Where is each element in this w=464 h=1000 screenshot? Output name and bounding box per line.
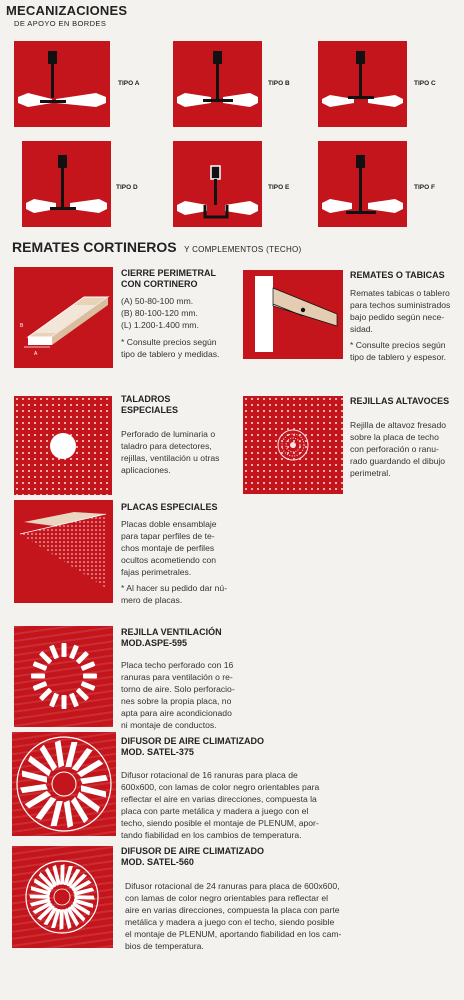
difusor-satel-375-text [121, 769, 457, 841]
satel375-line-6: tando fiabilidad en los cambios de temperatura. [121, 830, 302, 840]
section-title: REMATES CORTINEROS [12, 239, 177, 255]
difusor-satel-375-title [121, 736, 264, 758]
remates-line-3: bajo pedido según nece- [350, 312, 445, 322]
tipo-a-image [14, 41, 110, 127]
taladros-line-3: rejillas, ventilación u otras [121, 453, 220, 463]
remates-note-2: tipo de tablero y espesor. [350, 352, 447, 362]
cierre-note-1: * Consulte precios según [121, 337, 217, 347]
satel375-line-5: techo, siendo posible el montaje de PLENUM, apor- [121, 818, 319, 828]
taladros-title-line-1: TALADROS [121, 394, 171, 404]
rejilla-ventilacion-text [121, 659, 243, 731]
tipo-c-label: TIPO C [414, 80, 436, 87]
rejilla-ventilacion-title [121, 627, 222, 649]
difusor-satel-560-title [121, 846, 264, 868]
taladros-line-2: taladro para detectores, [121, 441, 212, 451]
aspe-line-6: ni montaje de conductos. [121, 720, 217, 730]
aspe-title-line-1: REJILLA VENTILACIÓN [121, 627, 222, 637]
altavoces-line-4: rado guardando el dibujo [350, 456, 446, 466]
placas-especiales-text [121, 518, 243, 606]
svg-text:A: A [34, 351, 38, 357]
placas-line-3: chos montaje de perfiles [121, 543, 215, 553]
taladros-title-line-2: ESPECIALES [121, 405, 179, 415]
tipo-c-image [318, 41, 407, 127]
satel375-line-2: 600x600, con lamas de color negro orientables para [121, 782, 320, 792]
remates-tabicas-text [350, 287, 462, 363]
section-subtitle: Y COMPLEMENTOS (TECHO) [184, 245, 302, 254]
aspe-line-5: apta para aire acondicionado [121, 708, 232, 718]
taladros-text [121, 428, 239, 476]
difusor-satel-375-image [12, 732, 116, 836]
satel375-title-line-2: MOD. SATEL-375 [121, 747, 194, 757]
satel560-line-6: bios de temperatura. [125, 941, 204, 951]
tipo-e-label: TIPO E [268, 184, 290, 191]
altavoces-line-1: Rejilla de altavoz fresado [350, 420, 447, 430]
cierre-title-line-1: CIERRE PERIMETRAL [121, 268, 217, 278]
remates-line-2: para techos suministrados [350, 300, 451, 310]
svg-text:B: B [20, 323, 24, 329]
tipo-d-image [22, 141, 111, 227]
difusor-satel-560-text [125, 880, 461, 952]
cierre-perimetral-image [14, 267, 113, 368]
remates-line-4: sidad. [350, 324, 373, 334]
tipo-b-image [173, 41, 262, 127]
satel375-title-line-1: DIFUSOR DE AIRE CLIMATIZADO [121, 736, 264, 746]
tipo-f-label: TIPO F [414, 184, 435, 191]
satel560-line-1: Difusor rotacional de 24 ranuras para placa de 600x600, [125, 881, 340, 891]
aspe-line-2: ranuras para ventilación o re- [121, 672, 233, 682]
page-title: MECANIZACIONES [6, 3, 128, 18]
rejillas-altavoces-text [350, 419, 460, 479]
tipo-a-label: TIPO A [118, 80, 140, 87]
cierre-line-2: (B) 80-100-120 mm. [121, 308, 198, 318]
placas-line-2: para tapar perfiles de te- [121, 531, 215, 541]
cierre-perimetral-text [121, 295, 239, 360]
satel560-line-2: con lamas de color negro orientables para reflectar el [125, 893, 329, 903]
altavoces-line-5: perimetral. [350, 468, 391, 478]
cierre-line-3: (L) 1.200-1.400 mm. [121, 320, 199, 330]
altavoces-line-2: sobre la placa de techo [350, 432, 439, 442]
satel375-line-1: Difusor rotacional de 16 ranuras para placa de [121, 770, 298, 780]
tipo-f-image [318, 141, 407, 227]
cierre-title-line-2: CON CORTINERO [121, 279, 198, 289]
placas-line-4: ocultos acometiendo con [121, 555, 217, 565]
satel375-line-4: placa con parte metálica y madera a juego con el [121, 806, 309, 816]
tipo-d-label: TIPO D [116, 184, 138, 191]
satel375-line-3: reflectar el aire en varias direcciones, compuesta la [121, 794, 317, 804]
placas-line-5: fajas perimetrales. [121, 567, 192, 577]
satel560-line-3: aire en varias direcciones, compuesta la placa con parte [125, 905, 340, 915]
cierre-line-1: (A) 50-80-100 mm. [121, 296, 194, 306]
rejillas-altavoces-image [243, 396, 343, 494]
satel560-line-4: metálica y madera a juego con el techo, siendo posible [125, 917, 335, 927]
satel560-title-line-1: DIFUSOR DE AIRE CLIMATIZADO [121, 846, 264, 856]
aspe-line-1: Placa techo perforado con 16 [121, 660, 234, 670]
placas-note-1: * Al hacer su pedido dar nú- [121, 583, 228, 593]
placas-especiales-title: PLACAS ESPECIALES [121, 502, 218, 512]
cierre-perimetral-title [121, 268, 216, 290]
tipo-e-image [173, 141, 262, 227]
aspe-line-3: torno de aire. Solo perforacio- [121, 684, 235, 694]
remates-tabicas-image [243, 270, 343, 359]
satel560-title-line-2: MOD. SATEL-560 [121, 857, 194, 867]
satel560-line-5: el montaje de PLENUM, aportando fiabilidad en los cam- [125, 929, 342, 939]
placas-line-1: Placas doble ensamblaje [121, 519, 217, 529]
rejilla-ventilacion-image [14, 626, 113, 727]
remates-tabicas-title: REMATES O TABICAS [350, 270, 445, 280]
altavoces-line-3: con perforación o ranu- [350, 444, 439, 454]
difusor-satel-560-image [12, 846, 113, 948]
aspe-line-4: nes sobre la propia placa, no [121, 696, 232, 706]
aspe-title-line-2: MOD.ASPE-595 [121, 638, 188, 648]
placas-note-2: mero de placas. [121, 595, 183, 605]
remates-note-1: * Consulte precios según [350, 340, 446, 350]
taladros-line-1: Perforado de luminaria o [121, 429, 216, 439]
page-subtitle: DE APOYO EN BORDES [14, 19, 107, 28]
remates-line-1: Remates tabicas o tablero [350, 288, 450, 298]
tipo-b-label: TIPO B [268, 80, 290, 87]
cierre-note-2: tipo de tablero y medidas. [121, 349, 220, 359]
section-heading [12, 239, 302, 257]
taladros-image [14, 396, 112, 495]
rejillas-altavoces-title: REJILLAS ALTAVOCES [350, 396, 450, 406]
taladros-line-4: aplicaciones. [121, 465, 171, 475]
taladros-title [121, 394, 178, 416]
placas-especiales-image [14, 500, 113, 603]
